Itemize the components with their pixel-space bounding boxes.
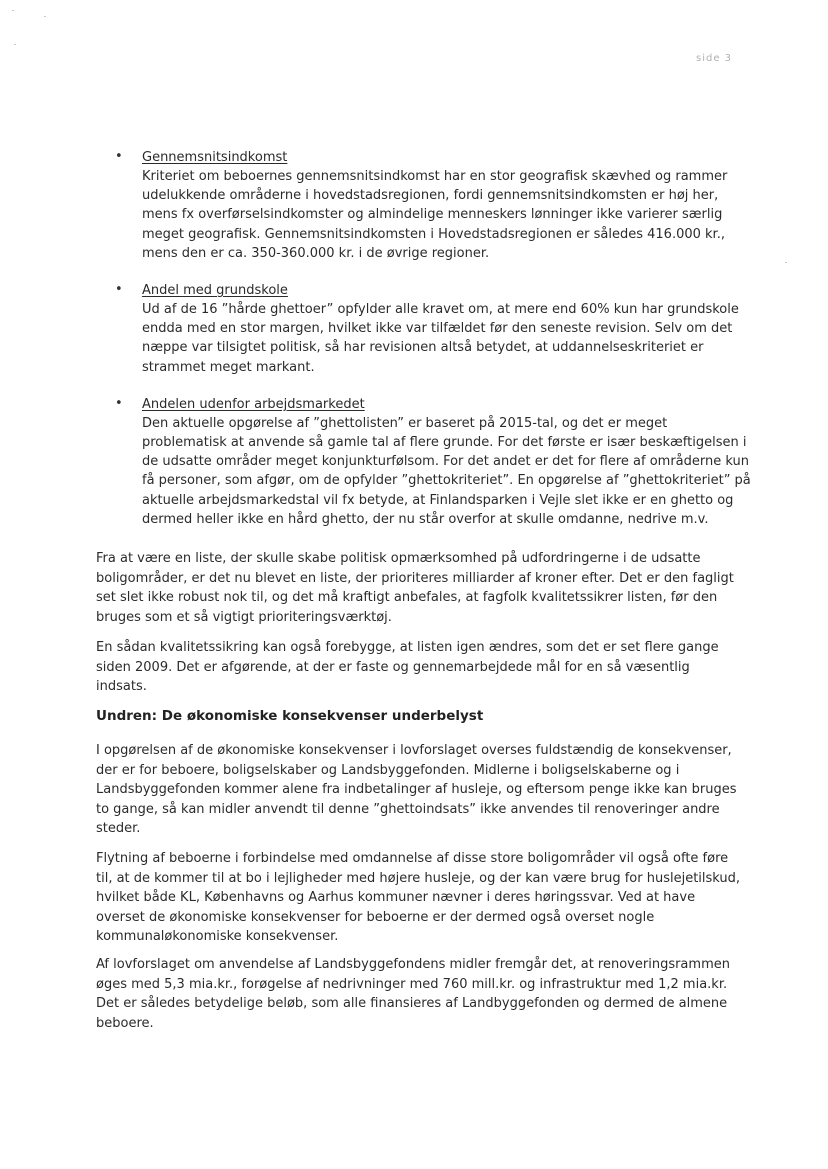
list-item [96, 393, 756, 529]
page-number: side 3 [696, 53, 733, 64]
bullet-dot-icon: • [115, 149, 123, 164]
scan-speck [12, 10, 14, 11]
list-item [96, 146, 756, 263]
paragraph: Flytning af beboerne i forbindelse med omdannelse af disse store boligområder vil også ofte føre til, at de kommer til at bo i lejligheder med højere husleje, og der kan være brug for huslejetilskud, hvilket både KL, Københavns og Aarhus kommuner nævner i deres høringssvar. Ved at have overset de økonomiske konsekvenser for beboerne er der dermed også overset nogle kommunaløkonomiske konsekvenser. [96, 851, 741, 945]
criteria-list [96, 146, 756, 545]
bullet-body: Den aktuelle opgørelse af ”ghettolisten” er baseret på 2015-tal, og det er meget problematisk at anvende så gamle tal af flere grunde. For det første er især beskæftigelsen i de udsatte områder meget konjunkturfølsom. For det andet er det for flere af områderne kun få personer, som afgør, om de opfylder ”ghettokriteriet”. En opgørelse af ”ghettokriteriet” på aktuelle arbejdsmarkedstal vil fx betyde, at Finlandsparken i Vejle slet ikke er en ghetto og dermed heller ikke en hård ghetto, der nu står overfor at skulle omdanne, nedrive m.v. [142, 415, 751, 527]
list-item [96, 279, 756, 377]
paragraph: Af lovforslaget om anvendelse af Landsbyggefondens midler fremgår det, at renoveringsrammen øges med 5,3 mia.kr., forøgelse af nedrivninger med 760 mill.kr. og infrastruktur med 1,2 mia.kr. Det er således betydelige beløb, som alle finansieres af Landbyggefonden og dermed de almene beboere. [96, 957, 730, 1031]
bullet-heading: Andel med grundskole [142, 283, 288, 299]
bullet-body: Ud af de 16 ”hårde ghettoer” opfylder alle kravet om, at mere end 60% kun har grundskole endda med en stor margen, hvilket ikke var tilfældet før den seneste revision. Selv om det næppe var tilsigtet politisk, så har revisionen altså betydet, at uddannelseskriteriet er strammet meget markant. [142, 302, 739, 375]
bullet-heading: Andelen udenfor arbejdsmarkedet [142, 396, 365, 412]
paragraph: En sådan kvalitetssikring kan også forebygge, at listen igen ændres, som det er set flere gange siden 2009. Det er afgørende, at der er faste og gennemarbejdede mål for en så væsentlig indsats. [96, 640, 719, 695]
scan-speck [14, 44, 16, 45]
bullet-dot-icon: • [115, 282, 123, 298]
bullet-heading: Gennemsnitsindkomst [142, 150, 288, 165]
section-heading: Undren: De økonomiske konsekvenser underbelyst [96, 708, 484, 724]
scan-speck [44, 16, 46, 17]
scan-speck [785, 262, 787, 263]
bullet-body: Kriteriet om beboernes gennemsnitsindkomst har en stor geografisk skævhed og rammer udelukkende områderne i hovedstadsregionen, fordi gennemsnitsindkomsten er høj her, mens fx overførselsindkomster og almindelige menneskers lønninger ikke varierer særlig meget geografisk. Gennemsnitsindkomsten i Hovedstadsregionen er således 416.000 kr., mens den er ca. 350-360.000 kr. i de øvrige regioner. [142, 169, 728, 261]
paragraph: I opgørelsen af de økonomiske konsekvenser i lovforslaget overses fuldstændig de konsekvenser, der er for beboere, boligselskaber og Landsbyggefonden. Midlerne i boligselskaberne og i Landsbyggefonden kommer alene fra indbetalinger af husleje, og eftersom penge ikke kan bruges to gange, så kan midler anvendt til denne ”ghettoindsats” ikke anvendes til renoveringer andre steder. [96, 743, 737, 837]
paragraph: Fra at være en liste, der skulle skabe politisk opmærksomhed på udfordringerne i de udsatte boligområder, er det nu blevet en liste, der prioriteres milliarder af kroner efter. Det er den fagligt set slet ikke robust nok til, og det må kraftigt anbefales, at fagfolk kvalitetssikrer listen, før den bruges som et så vigtigt prioriteringsværktøj. [96, 551, 734, 625]
bullet-dot-icon: • [115, 395, 123, 411]
